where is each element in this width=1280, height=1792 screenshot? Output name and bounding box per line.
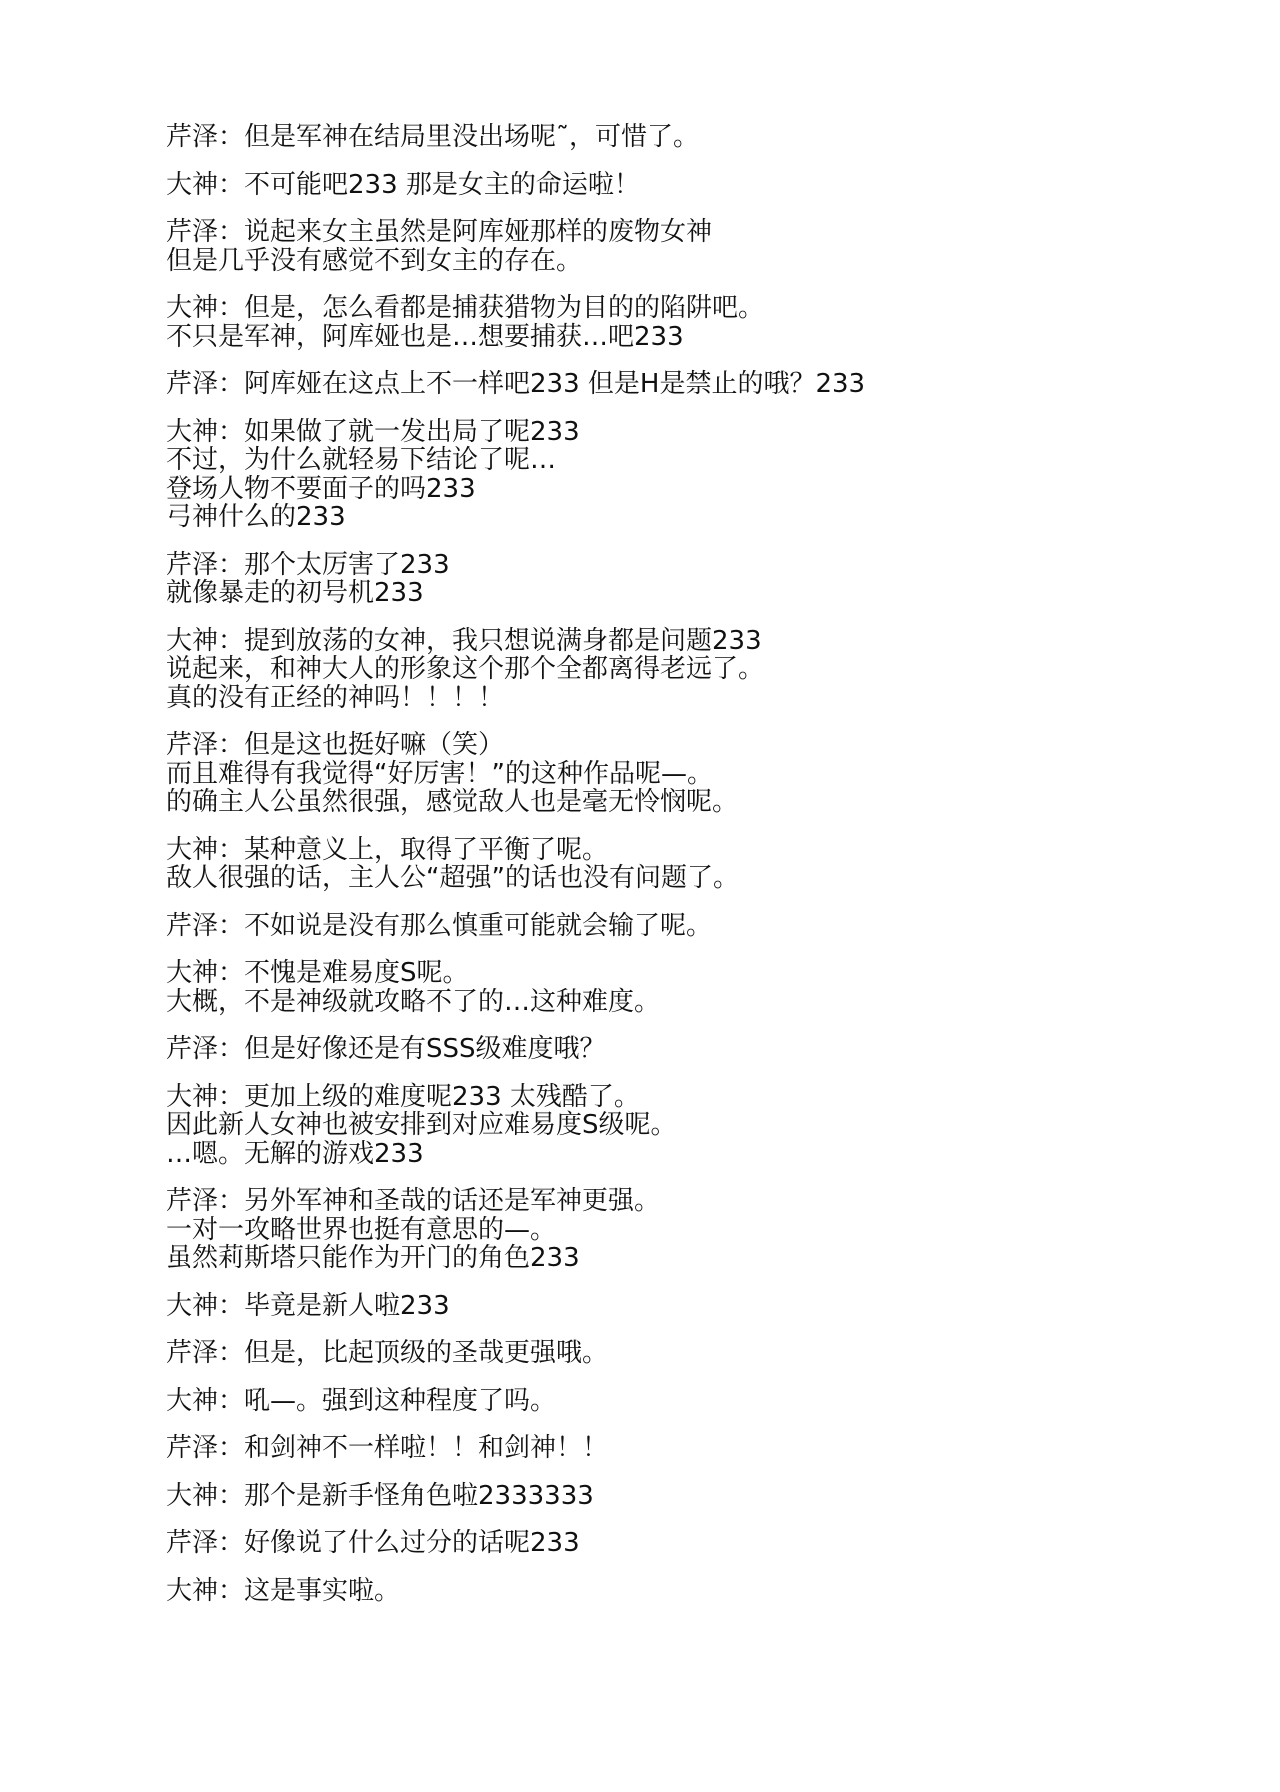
dialogue-line: 弓神什么的233 <box>166 502 346 532</box>
dialogue-line: 芹泽：和剑神不一样啦！！和剑神！！ <box>166 1433 609 1463</box>
dialogue-entry <box>166 171 1206 200</box>
dialogue-entry <box>166 959 1206 1016</box>
dialogue-entry <box>166 627 1206 713</box>
dialogue-entry <box>166 1529 1206 1558</box>
dialogue-line: 说起来，和神大人的形象这个那个全都离得老远了。 <box>166 654 765 684</box>
dialogue-line: 大神：提到放荡的女神，我只想说满身都是问题233 <box>166 625 762 656</box>
dialogue-entry <box>166 551 1206 608</box>
dialogue-line: 大神：那个是新手怪角色啦2333333 <box>166 1480 594 1511</box>
dialogue-line: 大神：不可能吧233 那是女主的命运啦！ <box>166 169 640 200</box>
dialogue-entry <box>166 218 1206 275</box>
dialogue-line: 因此新人女神也被安排到对应难易度S级呢。 <box>166 1110 677 1140</box>
dialogue-line: 大神：但是，怎么看都是捕获猎物为目的的陷阱吧。 <box>166 293 765 323</box>
dialogue-entry <box>166 836 1206 893</box>
dialogue-text-block <box>166 123 1206 1624</box>
dialogue-entry <box>166 418 1206 532</box>
dialogue-entry <box>166 1292 1206 1321</box>
dialogue-line: 而且难得有我觉得“好厉害！”的这种作品呢—。 <box>166 758 713 789</box>
dialogue-line: 大神：这是事实啦。 <box>166 1575 401 1606</box>
dialogue-line: …嗯。无解的游戏233 <box>166 1138 424 1169</box>
dialogue-entry <box>166 1339 1206 1368</box>
dialogue-line: 大神：某种意义上，取得了平衡了呢。 <box>166 834 609 865</box>
dialogue-line: 的确主人公虽然很强，感觉敌人也是毫无怜悯呢。 <box>166 787 739 817</box>
dialogue-entry <box>166 1434 1206 1463</box>
dialogue-line: 芹泽：好像说了什么过分的话呢233 <box>166 1528 580 1558</box>
dialogue-line: 但是几乎没有感觉不到女主的存在。 <box>166 245 583 276</box>
dialogue-entry <box>166 294 1206 351</box>
dialogue-line: 不只是军神，阿库娅也是…想要捕获…吧233 <box>166 321 684 352</box>
dialogue-entry <box>166 123 1206 152</box>
dialogue-line: 一对一攻略世界也挺有意思的—。 <box>166 1214 557 1245</box>
dialogue-line: 大神：不愧是难易度S呢。 <box>166 958 469 988</box>
dialogue-line: 真的没有正经的神吗！！！！ <box>166 682 505 713</box>
dialogue-line: 大神：吼—。强到这种程度了吗。 <box>166 1385 557 1416</box>
dialogue-entry <box>166 1482 1206 1511</box>
dialogue-line: 大神：如果做了就一发出局了呢233 <box>166 416 580 447</box>
dialogue-line: 芹泽：但是军神在结局里没出场呢˜，可惜了。 <box>166 122 700 152</box>
dialogue-line: 芹泽：说起来女主虽然是阿库娅那样的废物女神 <box>166 217 713 247</box>
dialogue-line: 芹泽：但是这也挺好嘛（笑） <box>166 730 505 760</box>
dialogue-line: 大神：更加上级的难度呢233 太残酷了。 <box>166 1081 640 1112</box>
dialogue-entry <box>166 370 1206 399</box>
dialogue-line: 芹泽：另外军神和圣哉的话还是军神更强。 <box>166 1186 661 1216</box>
dialogue-line: 芹泽：不如说是没有那么慎重可能就会输了呢。 <box>166 910 713 941</box>
dialogue-line: 芹泽：阿库娅在这点上不一样吧233 但是H是禁止的哦？233 <box>166 369 866 399</box>
dialogue-entry <box>166 1035 1206 1064</box>
dialogue-line: 芹泽：那个太厉害了233 <box>166 549 450 580</box>
dialogue-entry <box>166 1083 1206 1169</box>
dialogue-line: 不过，为什么就轻易下结论了呢… <box>166 445 557 475</box>
dialogue-line: 登场人物不要面子的吗233 <box>166 473 476 504</box>
dialogue-line: 就像暴走的初号机233 <box>166 578 424 608</box>
dialogue-entry <box>166 912 1206 941</box>
dialogue-line: 芹泽：但是，比起顶级的圣哉更强哦。 <box>166 1338 609 1368</box>
dialogue-entry <box>166 1577 1206 1606</box>
dialogue-line: 虽然莉斯塔只能作为开门的角色233 <box>166 1243 580 1273</box>
dialogue-line: 大概，不是神级就攻略不了的…这种难度。 <box>166 986 661 1017</box>
dialogue-entry <box>166 731 1206 817</box>
dialogue-line: 大神：毕竟是新人啦233 <box>166 1290 450 1321</box>
dialogue-entry <box>166 1387 1206 1416</box>
dialogue-line: 芹泽：但是好像还是有SSS级难度哦？ <box>166 1034 606 1064</box>
dialogue-line: 敌人很强的话，主人公“超强”的话也没有问题了。 <box>166 863 739 893</box>
dialogue-entry <box>166 1187 1206 1273</box>
